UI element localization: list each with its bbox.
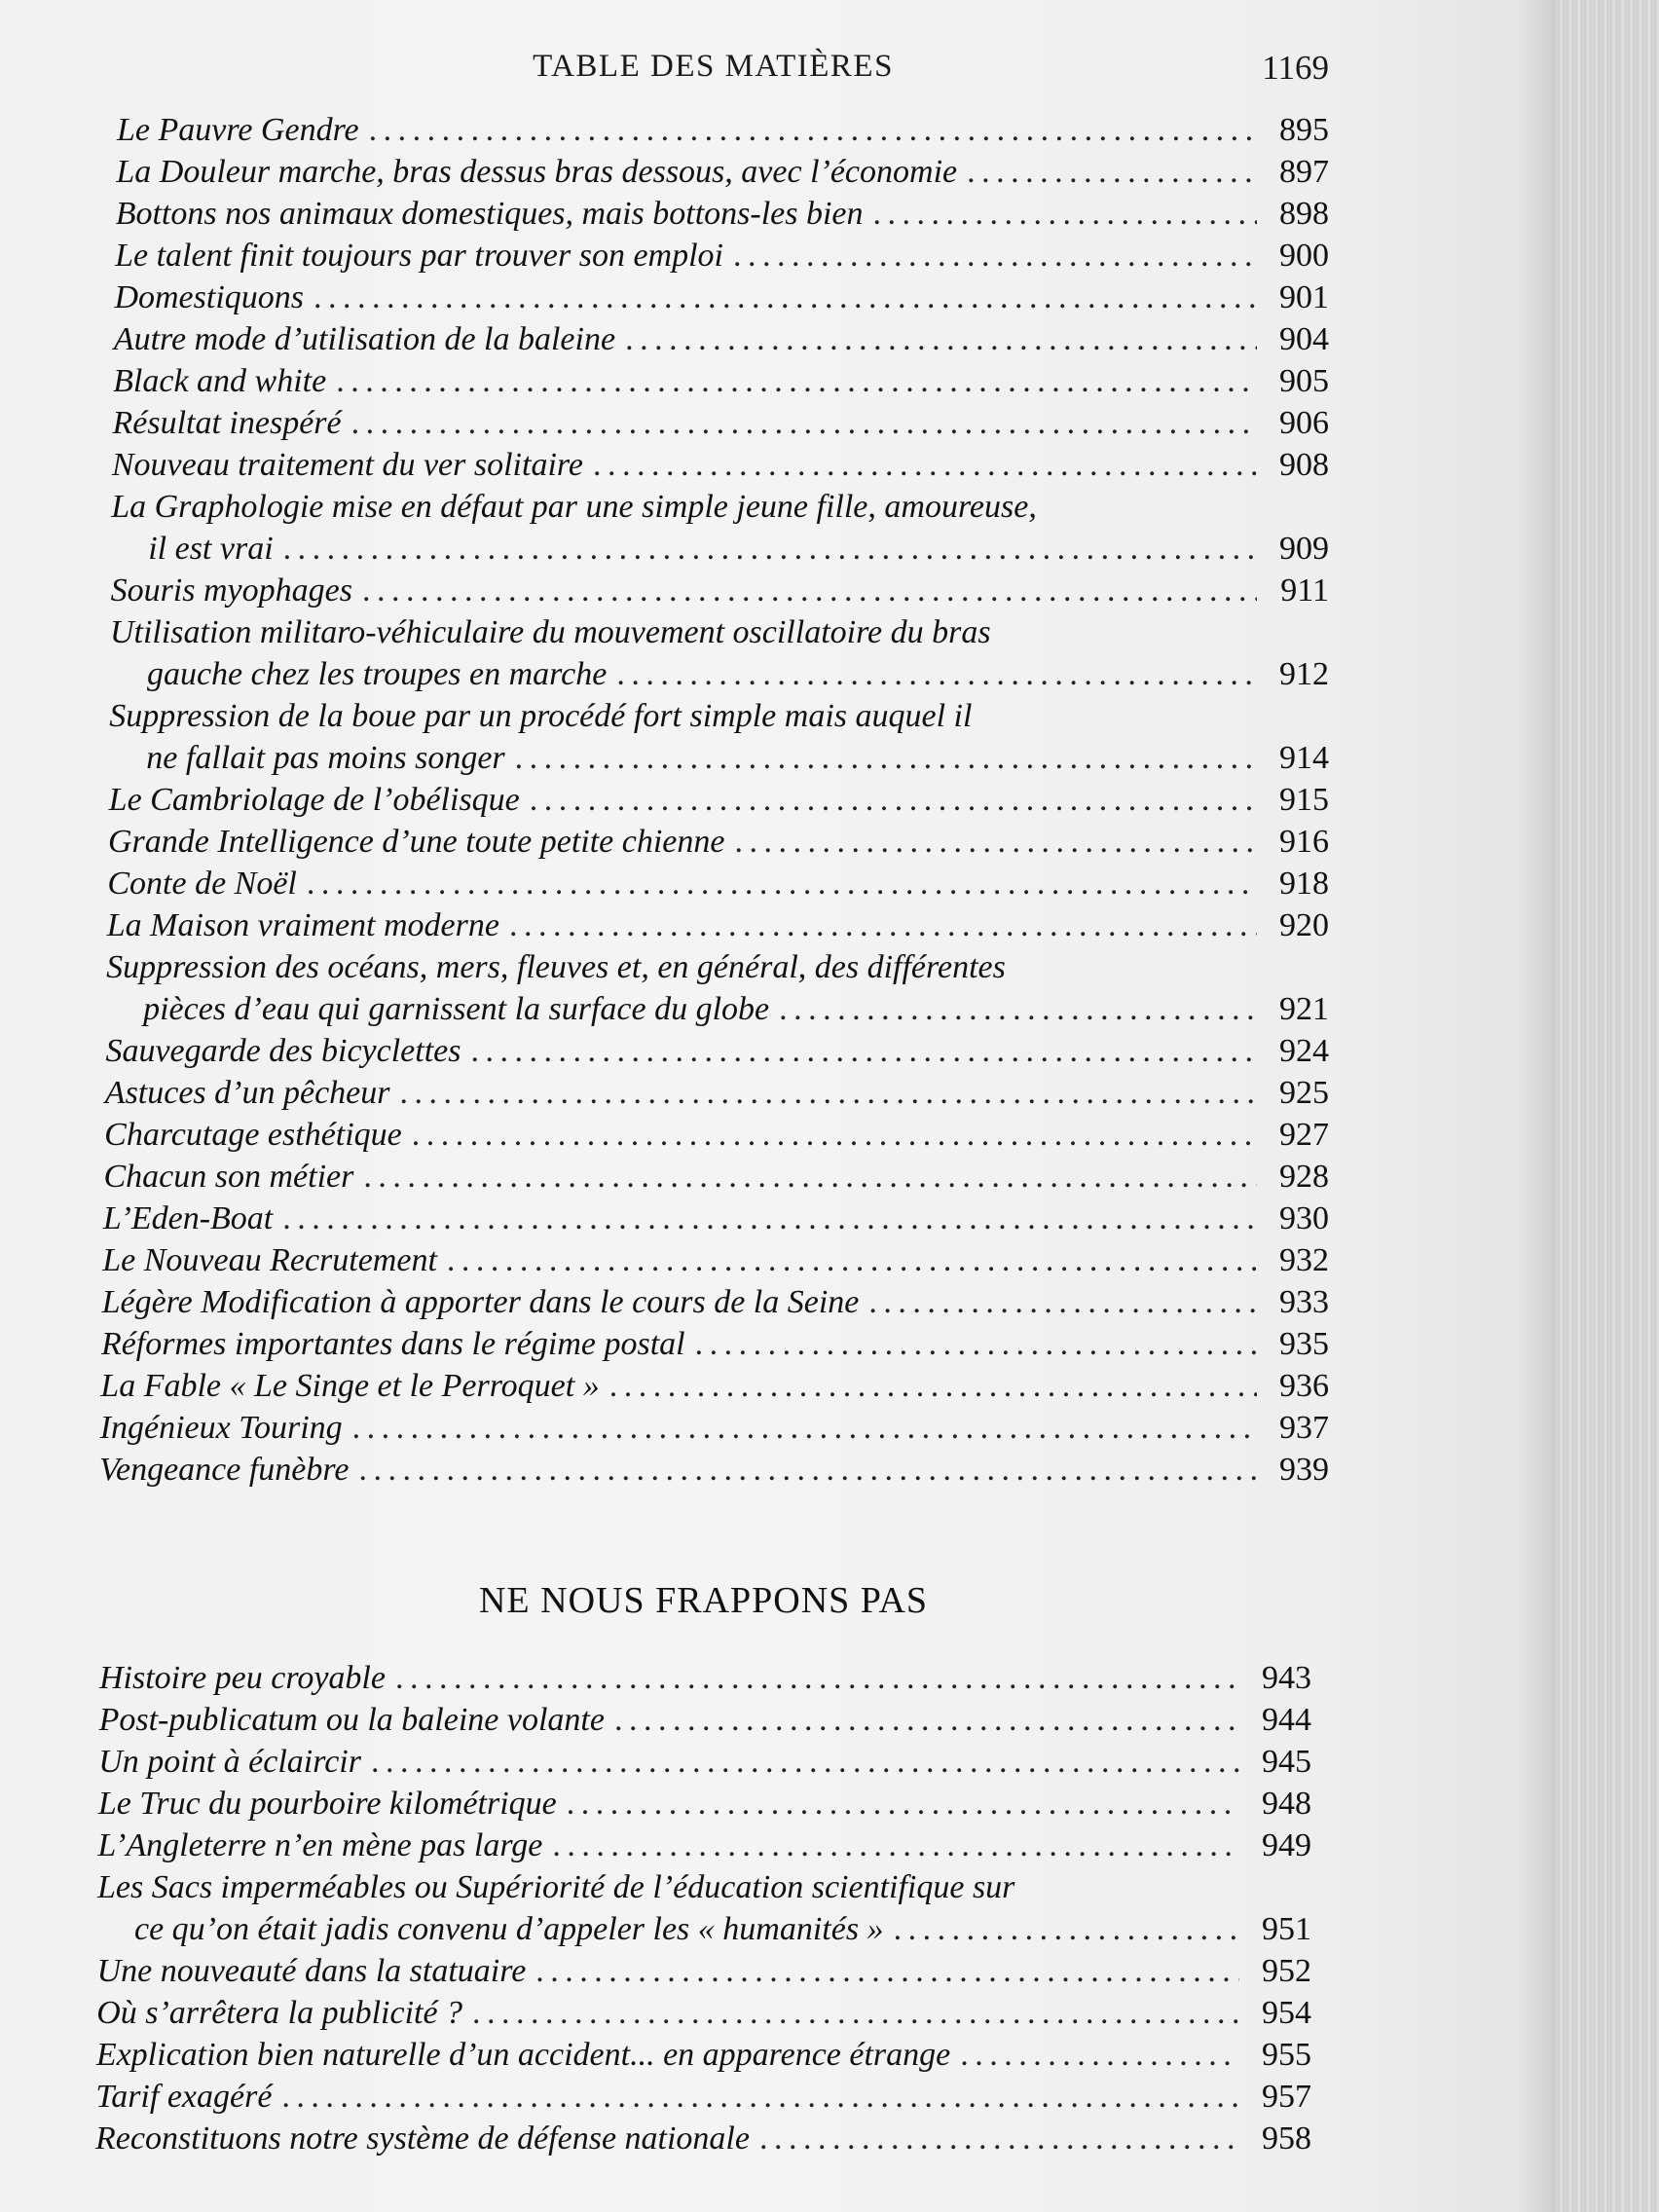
toc-entry-page: 908 xyxy=(1279,447,1329,483)
toc-entry-title: Post-publicatum ou la baleine volante xyxy=(98,1702,605,1738)
page-gutter-shadow xyxy=(1519,0,1556,2212)
dot-leader xyxy=(734,821,1257,863)
dot-leader xyxy=(351,402,1257,444)
toc-entry-page: 901 xyxy=(1279,279,1329,315)
toc-entry-title: Histoire peu croyable xyxy=(99,1660,386,1696)
toc-entry-page: 939 xyxy=(1279,1452,1329,1488)
toc-entry-page: 954 xyxy=(1262,1995,1311,2031)
dot-leader xyxy=(363,1156,1257,1198)
toc-section-1 xyxy=(99,109,1329,1491)
toc-entry-title: Charcutage esthétique xyxy=(104,1117,402,1153)
toc-entry xyxy=(104,1114,1329,1156)
dot-leader xyxy=(552,1825,1239,1866)
toc-entry-title: Un point à éclaircir xyxy=(98,1744,361,1780)
toc-entry-title: Grande Intelligence d’une toute petite chienne xyxy=(108,824,725,860)
toc-entry-title: ne fallait pas moins songer xyxy=(146,740,505,776)
dot-leader xyxy=(567,1783,1239,1825)
toc-entry-title: Le Truc du pourboire kilométrique xyxy=(97,1786,557,1822)
toc-entry-page: 951 xyxy=(1262,1911,1311,1947)
dot-leader xyxy=(470,1030,1257,1072)
dot-leader xyxy=(281,2076,1239,2118)
toc-entry-title: L’Eden-Boat xyxy=(102,1200,274,1236)
toc-entry-title: ce qu’on était jadis convenu d’appeler les « humanités » xyxy=(134,1911,884,1947)
dot-leader xyxy=(283,528,1257,570)
toc-entry xyxy=(110,611,1329,695)
toc-entry xyxy=(105,1030,1329,1072)
dot-leader xyxy=(593,444,1257,486)
toc-entry-title: Le Cambriolage de l’obélisque xyxy=(108,782,520,818)
toc-entry xyxy=(99,1449,1329,1491)
toc-entry-page: 904 xyxy=(1279,321,1329,357)
toc-entry xyxy=(102,1281,1329,1323)
toc-entry-page: 906 xyxy=(1279,405,1329,441)
toc-entry-page: 914 xyxy=(1279,740,1329,776)
toc-entry xyxy=(107,904,1329,946)
toc-entry-page: 897 xyxy=(1279,154,1329,190)
dot-leader xyxy=(960,2034,1239,2076)
toc-entry-title: Bottons nos animaux domestiques, mais bottons-les bien xyxy=(115,196,864,232)
toc-entry-page: 955 xyxy=(1262,2037,1311,2073)
toc-entry xyxy=(101,1323,1329,1365)
dot-leader xyxy=(609,1365,1257,1407)
dot-leader xyxy=(868,1281,1257,1323)
dot-leader xyxy=(369,109,1257,151)
toc-entry xyxy=(100,1365,1329,1407)
dot-leader xyxy=(779,988,1257,1030)
toc-entry-title: Sauvegarde des bicyclettes xyxy=(105,1033,461,1069)
toc-entry xyxy=(109,695,1329,779)
toc-entry-title: La Maison vraiment moderne xyxy=(106,907,499,943)
dot-leader xyxy=(515,737,1257,779)
toc-entry xyxy=(117,109,1329,151)
toc-entry-page: 933 xyxy=(1279,1284,1329,1320)
toc-entry-page: 909 xyxy=(1279,531,1329,567)
toc-entry xyxy=(103,1198,1329,1239)
toc-entry-title: Légère Modification à apporter dans le cours de la Seine xyxy=(101,1284,860,1320)
dot-leader xyxy=(282,1198,1257,1239)
dot-leader xyxy=(873,193,1257,235)
toc-entry-title: pièces d’eau qui garnissent la surface du globe xyxy=(143,991,770,1027)
toc-entry xyxy=(102,1239,1329,1281)
toc-entry-page: 948 xyxy=(1262,1786,1311,1822)
dot-leader xyxy=(894,1908,1239,1950)
dot-leader xyxy=(313,276,1257,318)
toc-entry-page: 949 xyxy=(1262,1827,1311,1863)
dot-leader xyxy=(695,1323,1257,1365)
toc-entry-title: L’Angleterre n’en mène pas large xyxy=(97,1827,543,1863)
dot-leader xyxy=(967,151,1257,193)
toc-entry xyxy=(104,1156,1330,1198)
toc-entry-title: il est vrai xyxy=(148,531,274,567)
dot-leader xyxy=(371,1741,1239,1783)
toc-entry-title: Suppression de la boue par un procédé fort simple mais auquel il xyxy=(109,698,973,734)
running-header xyxy=(97,49,1329,95)
toc-entry-title: Tarif exagéré xyxy=(95,2079,273,2115)
toc-entry-title: Astuces d’un pêcheur xyxy=(104,1075,390,1111)
toc-entry-title: Suppression des océans, mers, fleuves et, en général, des différentes xyxy=(106,949,1006,985)
toc-entry xyxy=(99,1657,1311,1699)
dot-leader xyxy=(395,1657,1239,1699)
dot-leader xyxy=(358,1449,1257,1491)
toc-entry xyxy=(116,193,1329,235)
section-heading: NE NOUS FRAPPONS PAS xyxy=(478,1580,929,1621)
toc-entry-title: Vengeance funèbre xyxy=(99,1452,350,1488)
toc-entry xyxy=(111,486,1329,570)
toc-entry-title: Résultat inespéré xyxy=(112,405,342,441)
toc-section-2 xyxy=(95,1657,1311,2159)
dot-leader xyxy=(362,570,1257,611)
dot-leader xyxy=(616,653,1257,695)
toc-entry-title: Conte de Noël xyxy=(107,866,297,902)
toc-entry xyxy=(96,1992,1311,2034)
toc-entry-page: 911 xyxy=(1280,572,1329,608)
toc-entry-page: 935 xyxy=(1279,1326,1329,1362)
page-edge-stack xyxy=(1556,0,1659,2212)
dot-leader xyxy=(447,1239,1257,1281)
toc-entry-page: 898 xyxy=(1279,196,1329,232)
toc-entry-title: Reconstituons notre système de défense nationale xyxy=(95,2120,750,2157)
toc-entry xyxy=(108,821,1329,863)
toc-entry-page: 943 xyxy=(1262,1660,1311,1696)
toc-entry xyxy=(98,1783,1311,1825)
toc-entry-page: 900 xyxy=(1279,238,1329,274)
toc-entry-title: Chacun son métier xyxy=(103,1159,354,1195)
toc-entry xyxy=(99,1699,1311,1741)
dot-leader xyxy=(307,863,1257,904)
toc-entry xyxy=(95,2118,1311,2159)
dot-leader xyxy=(614,1699,1239,1741)
toc-entry-title: Les Sacs imperméables ou Supériorité de l’éducation scientifique sur xyxy=(97,1869,1015,1905)
dot-leader xyxy=(759,2118,1239,2159)
toc-entry-page: 915 xyxy=(1279,782,1329,818)
toc-entry xyxy=(113,360,1329,402)
dot-leader xyxy=(530,779,1257,821)
toc-entry xyxy=(115,235,1329,276)
toc-entry-page: 944 xyxy=(1262,1702,1311,1738)
toc-entry-page: 957 xyxy=(1262,2079,1311,2115)
toc-entry-page: 912 xyxy=(1279,656,1329,692)
toc-entry xyxy=(100,1407,1329,1449)
header-title: TABLE DES MATIÈRES xyxy=(533,49,894,84)
toc-entry-title: Une nouveauté dans la statuaire xyxy=(96,1953,527,1989)
dot-leader xyxy=(733,235,1257,276)
toc-entry xyxy=(114,318,1329,360)
toc-entry-title: Le Pauvre Gendre xyxy=(117,112,359,148)
toc-entry-page: 958 xyxy=(1262,2120,1311,2157)
toc-entry-page: 918 xyxy=(1279,866,1329,902)
toc-entry xyxy=(98,1741,1311,1783)
toc-entry-page: 928 xyxy=(1279,1159,1329,1195)
dot-leader xyxy=(352,1407,1257,1449)
toc-entry-page: 921 xyxy=(1279,991,1329,1027)
toc-entry-page: 930 xyxy=(1279,1200,1329,1236)
toc-entry xyxy=(113,402,1330,444)
header-page-number: 1169 xyxy=(1262,49,1329,87)
dot-leader xyxy=(412,1114,1257,1156)
toc-entry xyxy=(95,2076,1311,2118)
toc-entry-page: 905 xyxy=(1279,363,1329,399)
toc-entry xyxy=(105,1072,1329,1114)
toc-entry-title: Domestiquons xyxy=(114,279,304,315)
dot-leader xyxy=(625,318,1257,360)
toc-entry xyxy=(107,863,1329,904)
toc-entry xyxy=(96,2034,1311,2076)
toc-entry xyxy=(112,444,1329,486)
toc-entry xyxy=(116,151,1329,193)
toc-entry xyxy=(114,276,1329,318)
toc-entry-title: Ingénieux Touring xyxy=(99,1410,343,1446)
toc-entry xyxy=(97,1866,1311,1950)
toc-entry xyxy=(106,946,1329,1030)
toc-entry-title: Le Nouveau Recrutement xyxy=(102,1242,437,1278)
toc-entry-title: Où s’arrêtera la publicité ? xyxy=(96,1995,463,2031)
toc-entry-page: 932 xyxy=(1279,1242,1329,1278)
toc-entry-page: 927 xyxy=(1279,1117,1329,1153)
toc-entry-title: Autre mode d’utilisation de la baleine xyxy=(113,321,616,357)
toc-entry-page: 895 xyxy=(1279,112,1329,148)
toc-entry-title: Utilisation militaro-véhiculaire du mouvement oscillatoire du bras xyxy=(109,614,991,650)
toc-entry-title: Explication bien naturelle d’un accident... en apparence étrange xyxy=(95,2037,951,2073)
toc-entry-page: 925 xyxy=(1279,1075,1329,1111)
toc-entry-page: 920 xyxy=(1279,907,1329,943)
toc-entry-title: La Fable « Le Singe et le Perroquet » xyxy=(100,1368,600,1404)
toc-entry-title: Le talent finit toujours par trouver son emploi xyxy=(115,238,723,274)
toc-entry-page: 945 xyxy=(1262,1744,1311,1780)
toc-entry-page: 916 xyxy=(1279,824,1329,860)
toc-entry xyxy=(97,1950,1311,1992)
toc-entry-title: Réformes importantes dans le régime postal xyxy=(100,1326,685,1362)
toc-entry-title: La Douleur marche, bras dessus bras dessous, avec l’économie xyxy=(116,154,958,190)
toc-entry-page: 936 xyxy=(1279,1368,1329,1404)
dot-leader xyxy=(336,360,1257,402)
toc-entry xyxy=(109,779,1329,821)
dot-leader xyxy=(399,1072,1257,1114)
toc-entry-page: 937 xyxy=(1279,1410,1329,1446)
dot-leader xyxy=(509,904,1257,946)
dot-leader xyxy=(472,1992,1239,2034)
toc-entry xyxy=(97,1825,1311,1866)
toc-entry-title: Souris myophages xyxy=(110,572,352,608)
toc-entry-page: 924 xyxy=(1279,1033,1329,1069)
toc-entry-title: Black and white xyxy=(113,363,327,399)
toc-entry-page: 952 xyxy=(1262,1953,1311,1989)
toc-entry-title: gauche chez les troupes en marche xyxy=(146,656,608,692)
toc-entry xyxy=(111,570,1329,611)
toc-entry-title: Nouveau traitement du ver solitaire xyxy=(111,447,583,483)
toc-entry-title: La Graphologie mise en défaut par une simple jeune fille, amoureuse, xyxy=(111,489,1037,525)
dot-leader xyxy=(535,1950,1239,1992)
